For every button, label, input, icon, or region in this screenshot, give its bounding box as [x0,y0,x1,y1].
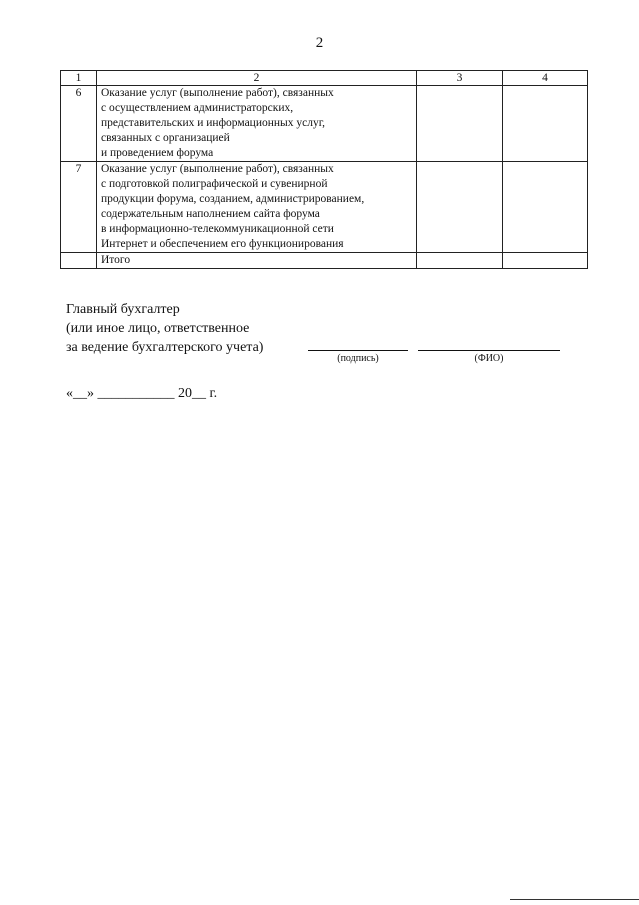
row-cell-col4 [503,86,588,162]
signature-role-line: за ведение бухгалтерского учета) [66,340,264,355]
row-number: 7 [61,162,97,253]
row-cell-col4 [503,162,588,253]
signature-role-line: (или иное лицо, ответственное [66,321,250,336]
row-description: Оказание услуг (выполнение работ), связанных с осуществлением администраторских, представительских и информационных услуг, связанных с организацией и проведением форума [97,86,417,162]
signature-role-block [66,300,263,357]
row-description: Оказание услуг (выполнение работ), связанных с подготовкой полиграфической и сувенирной продукции форума, созданием, администрированием, содержательным наполнением сайта форума в информационно-телекоммуникационной сети Интернет и обеспечением его функционирования [97,162,417,253]
name-caption: (ФИО) [474,353,504,364]
total-row-number [61,253,97,269]
column-header: 4 [503,71,588,86]
report-table [60,70,588,269]
name-line [418,350,560,351]
row-cell-col3 [417,86,503,162]
column-header: 2 [97,71,417,86]
row-cell-col3 [417,162,503,253]
signature-caption: (подпись) [337,353,379,364]
table-row [61,162,588,253]
table-header-row [61,71,588,86]
total-label: Итого [97,253,417,269]
bottom-rule [510,899,639,900]
column-header: 1 [61,71,97,86]
total-cell-col3 [417,253,503,269]
date-line: «__» ___________ 20__ г. [66,386,218,401]
total-cell-col4 [503,253,588,269]
page-number: 2 [315,35,324,51]
row-number: 6 [61,86,97,162]
column-header: 3 [417,71,503,86]
table-row [61,86,588,162]
signature-line [308,350,408,351]
table-total-row [61,253,588,269]
signature-role-line: Главный бухгалтер [66,302,180,317]
